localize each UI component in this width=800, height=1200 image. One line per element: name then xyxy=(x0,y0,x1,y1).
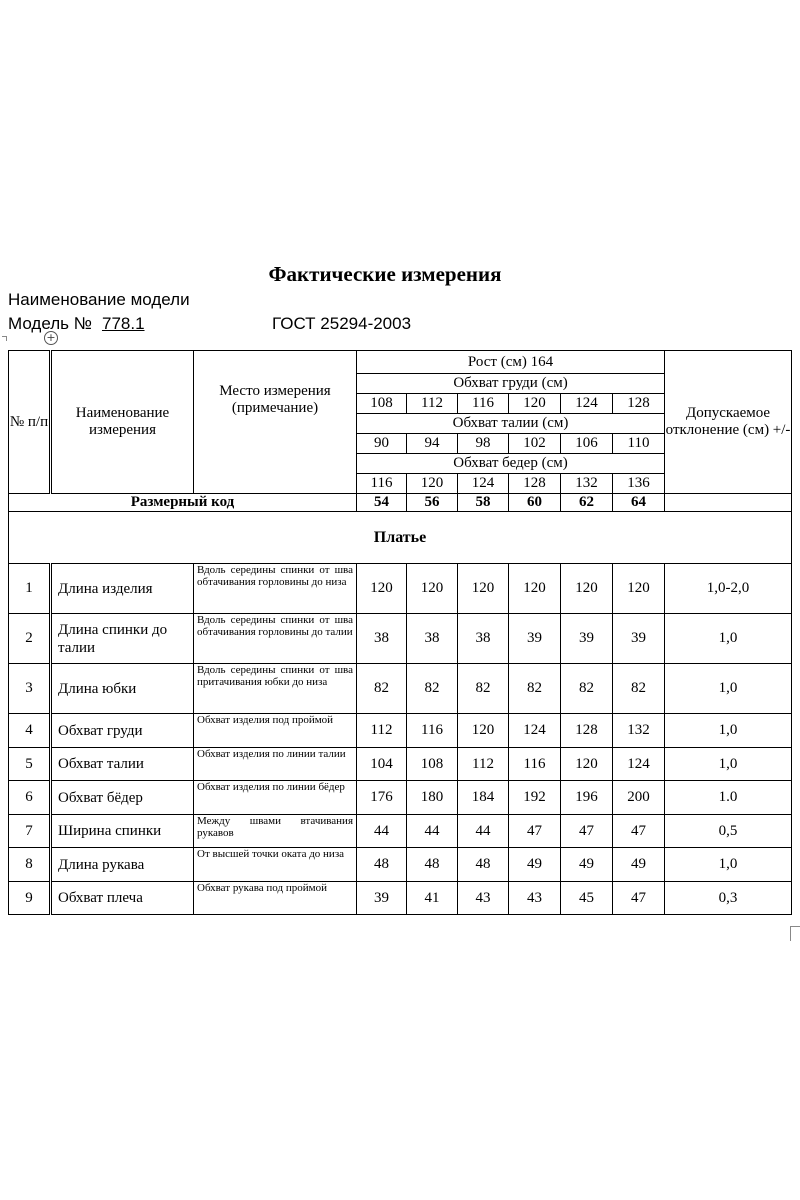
section-title: Платье xyxy=(9,512,792,564)
measurement-name-cell: Обхват бёдер xyxy=(51,781,194,815)
measurement-place-cell: Обхват изделия по линии талии xyxy=(194,748,357,781)
measurement-value-cell: 116 xyxy=(407,714,458,748)
size-code-label: Размерный код xyxy=(9,494,357,512)
measurement-value-cell: 43 xyxy=(458,882,509,915)
measurement-name-cell: Длина юбки xyxy=(51,664,194,714)
measurement-value-cell: 82 xyxy=(458,664,509,714)
measurement-value-cell: 120 xyxy=(458,714,509,748)
waist-value-cell: 98 xyxy=(458,434,509,454)
measurement-place-cell: Вдоль середины спинки от шва притачивания юбки до низа xyxy=(194,664,357,714)
measurement-value-cell: 39 xyxy=(509,614,561,664)
size-code-cell: 64 xyxy=(613,494,665,512)
table-row xyxy=(9,848,792,882)
measurement-value-cell: 176 xyxy=(357,781,407,815)
measurement-value-cell: 45 xyxy=(561,882,613,915)
measurement-value-cell: 38 xyxy=(458,614,509,664)
tolerance-cell: 1,0 xyxy=(665,848,792,882)
header-chest-label: Обхват груди (см) xyxy=(357,374,665,394)
table-row xyxy=(9,781,792,815)
measurement-value-cell: 120 xyxy=(407,564,458,614)
size-code-blank-cell xyxy=(665,494,792,512)
hips-value-cell: 120 xyxy=(407,474,458,494)
waist-value-cell: 102 xyxy=(509,434,561,454)
header-tolerance: Допускаемое отклонение (см) +/- xyxy=(665,351,792,494)
waist-value-cell: 110 xyxy=(613,434,665,454)
measurement-value-cell: 39 xyxy=(357,882,407,915)
chest-value-cell: 120 xyxy=(509,394,561,414)
measurement-value-cell: 48 xyxy=(407,848,458,882)
header-hips-label: Обхват бедер (см) xyxy=(357,454,665,474)
row-number-cell: 6 xyxy=(9,781,51,815)
tolerance-cell: 1,0 xyxy=(665,614,792,664)
measurement-value-cell: 48 xyxy=(357,848,407,882)
measurement-value-cell: 120 xyxy=(458,564,509,614)
measurement-place-cell: Обхват изделия по линии бёдер xyxy=(194,781,357,815)
measurement-value-cell: 82 xyxy=(357,664,407,714)
measurement-value-cell: 49 xyxy=(561,848,613,882)
header-height: Рост (см) 164 xyxy=(357,351,665,374)
measurement-value-cell: 180 xyxy=(407,781,458,815)
measurement-value-cell: 112 xyxy=(458,748,509,781)
measurement-value-cell: 48 xyxy=(458,848,509,882)
measurement-value-cell: 47 xyxy=(509,815,561,848)
measurement-place-cell: От высшей точки оката до низа xyxy=(194,848,357,882)
size-code-cell: 60 xyxy=(509,494,561,512)
measurement-value-cell: 39 xyxy=(613,614,665,664)
size-code-cell: 58 xyxy=(458,494,509,512)
waist-value-cell: 90 xyxy=(357,434,407,454)
model-number-line xyxy=(8,314,172,334)
tolerance-cell: 1.0 xyxy=(665,781,792,815)
measurement-value-cell: 82 xyxy=(561,664,613,714)
size-code-cell: 54 xyxy=(357,494,407,512)
measurement-value-cell: 200 xyxy=(613,781,665,815)
page-corner-mark xyxy=(2,336,7,341)
row-number-cell: 9 xyxy=(9,882,51,915)
table-row xyxy=(9,815,792,848)
row-number-cell: 5 xyxy=(9,748,51,781)
measurement-name-cell: Обхват талии xyxy=(51,748,194,781)
chest-value-cell: 112 xyxy=(407,394,458,414)
measurement-value-cell: 47 xyxy=(613,815,665,848)
measurement-value-cell: 120 xyxy=(613,564,665,614)
measurement-name-cell: Длина спинки до талии xyxy=(51,614,194,664)
hips-value-cell: 124 xyxy=(458,474,509,494)
table-row xyxy=(9,748,792,781)
table-row xyxy=(9,714,792,748)
measurement-value-cell: 120 xyxy=(561,564,613,614)
waist-value-cell: 106 xyxy=(561,434,613,454)
hips-value-cell: 132 xyxy=(561,474,613,494)
tolerance-cell: 1,0 xyxy=(665,714,792,748)
measurement-value-cell: 112 xyxy=(357,714,407,748)
model-name-label: Наименование модели xyxy=(8,290,190,309)
measurement-place-cell: Обхват изделия под проймой xyxy=(194,714,357,748)
measurement-value-cell: 44 xyxy=(357,815,407,848)
chest-value-cell: 108 xyxy=(357,394,407,414)
measurement-place-cell: Между швами втачивания рукавов xyxy=(194,815,357,848)
chest-value-cell: 124 xyxy=(561,394,613,414)
tolerance-cell: 1,0 xyxy=(665,664,792,714)
measurement-value-cell: 124 xyxy=(613,748,665,781)
measurement-place-cell: Вдоль середины спинки от шва обтачивания горловины до низа xyxy=(194,564,357,614)
model-number: 778.1 xyxy=(101,314,145,333)
measurement-value-cell: 192 xyxy=(509,781,561,815)
tolerance-cell: 1,0 xyxy=(665,748,792,781)
hips-value-cell: 136 xyxy=(613,474,665,494)
measurement-value-cell: 132 xyxy=(613,714,665,748)
measurement-value-cell: 49 xyxy=(613,848,665,882)
measurement-value-cell: 44 xyxy=(458,815,509,848)
hips-value-cell: 128 xyxy=(509,474,561,494)
row-number-cell: 4 xyxy=(9,714,51,748)
measurement-value-cell: 120 xyxy=(561,748,613,781)
waist-value-cell: 94 xyxy=(407,434,458,454)
measurement-value-cell: 44 xyxy=(407,815,458,848)
size-code-cell: 56 xyxy=(407,494,458,512)
row-number-cell: 8 xyxy=(9,848,51,882)
table-row xyxy=(9,614,792,664)
measurement-value-cell: 184 xyxy=(458,781,509,815)
page-corner-mark xyxy=(790,926,800,941)
measurement-value-cell: 43 xyxy=(509,882,561,915)
tolerance-cell: 0,3 xyxy=(665,882,792,915)
model-label: Модель № xyxy=(8,314,92,333)
header-waist-label: Обхват талии (см) xyxy=(357,414,665,434)
table-row xyxy=(9,882,792,915)
measurement-value-cell: 82 xyxy=(613,664,665,714)
header-num: № п/п xyxy=(9,351,51,494)
row-number-cell: 2 xyxy=(9,614,51,664)
measurement-value-cell: 124 xyxy=(509,714,561,748)
measurement-value-cell: 41 xyxy=(407,882,458,915)
header-name: Наименование измерения xyxy=(51,351,194,494)
measurement-place-cell: Вдоль середины спинки от шва обтачивания горловины до талии xyxy=(194,614,357,664)
measurement-name-cell: Длина изделия xyxy=(51,564,194,614)
measurement-value-cell: 38 xyxy=(357,614,407,664)
measurement-value-cell: 47 xyxy=(613,882,665,915)
measurement-name-cell: Длина рукава xyxy=(51,848,194,882)
table-move-handle-icon[interactable]: + xyxy=(44,331,58,345)
measurements-table xyxy=(8,350,792,915)
measurement-value-cell: 82 xyxy=(509,664,561,714)
tolerance-cell: 1,0-2,0 xyxy=(665,564,792,614)
measurement-name-cell: Ширина спинки xyxy=(51,815,194,848)
row-number-cell: 3 xyxy=(9,664,51,714)
tolerance-cell: 0,5 xyxy=(665,815,792,848)
header-place: Место измерения (примечание) xyxy=(194,351,357,494)
table-row xyxy=(9,664,792,714)
hips-value-cell: 116 xyxy=(357,474,407,494)
row-number-cell: 1 xyxy=(9,564,51,614)
row-number-cell: 7 xyxy=(9,815,51,848)
measurement-value-cell: 120 xyxy=(357,564,407,614)
measurement-value-cell: 120 xyxy=(509,564,561,614)
measurement-value-cell: 49 xyxy=(509,848,561,882)
document-title: Фактические измерения xyxy=(268,262,502,286)
measurement-value-cell: 108 xyxy=(407,748,458,781)
measurement-value-cell: 196 xyxy=(561,781,613,815)
measurement-place-cell: Обхват рукава под проймой xyxy=(194,882,357,915)
measurement-value-cell: 38 xyxy=(407,614,458,664)
measurement-name-cell: Обхват груди xyxy=(51,714,194,748)
measurement-value-cell: 128 xyxy=(561,714,613,748)
measurement-value-cell: 116 xyxy=(509,748,561,781)
size-code-cell: 62 xyxy=(561,494,613,512)
chest-value-cell: 116 xyxy=(458,394,509,414)
table-row xyxy=(9,564,792,614)
chest-value-cell: 128 xyxy=(613,394,665,414)
measurement-value-cell: 104 xyxy=(357,748,407,781)
measurement-value-cell: 82 xyxy=(407,664,458,714)
measurement-name-cell: Обхват плеча xyxy=(51,882,194,915)
standard-label: ГОСТ 25294-2003 xyxy=(272,314,412,333)
measurement-value-cell: 47 xyxy=(561,815,613,848)
measurement-value-cell: 39 xyxy=(561,614,613,664)
